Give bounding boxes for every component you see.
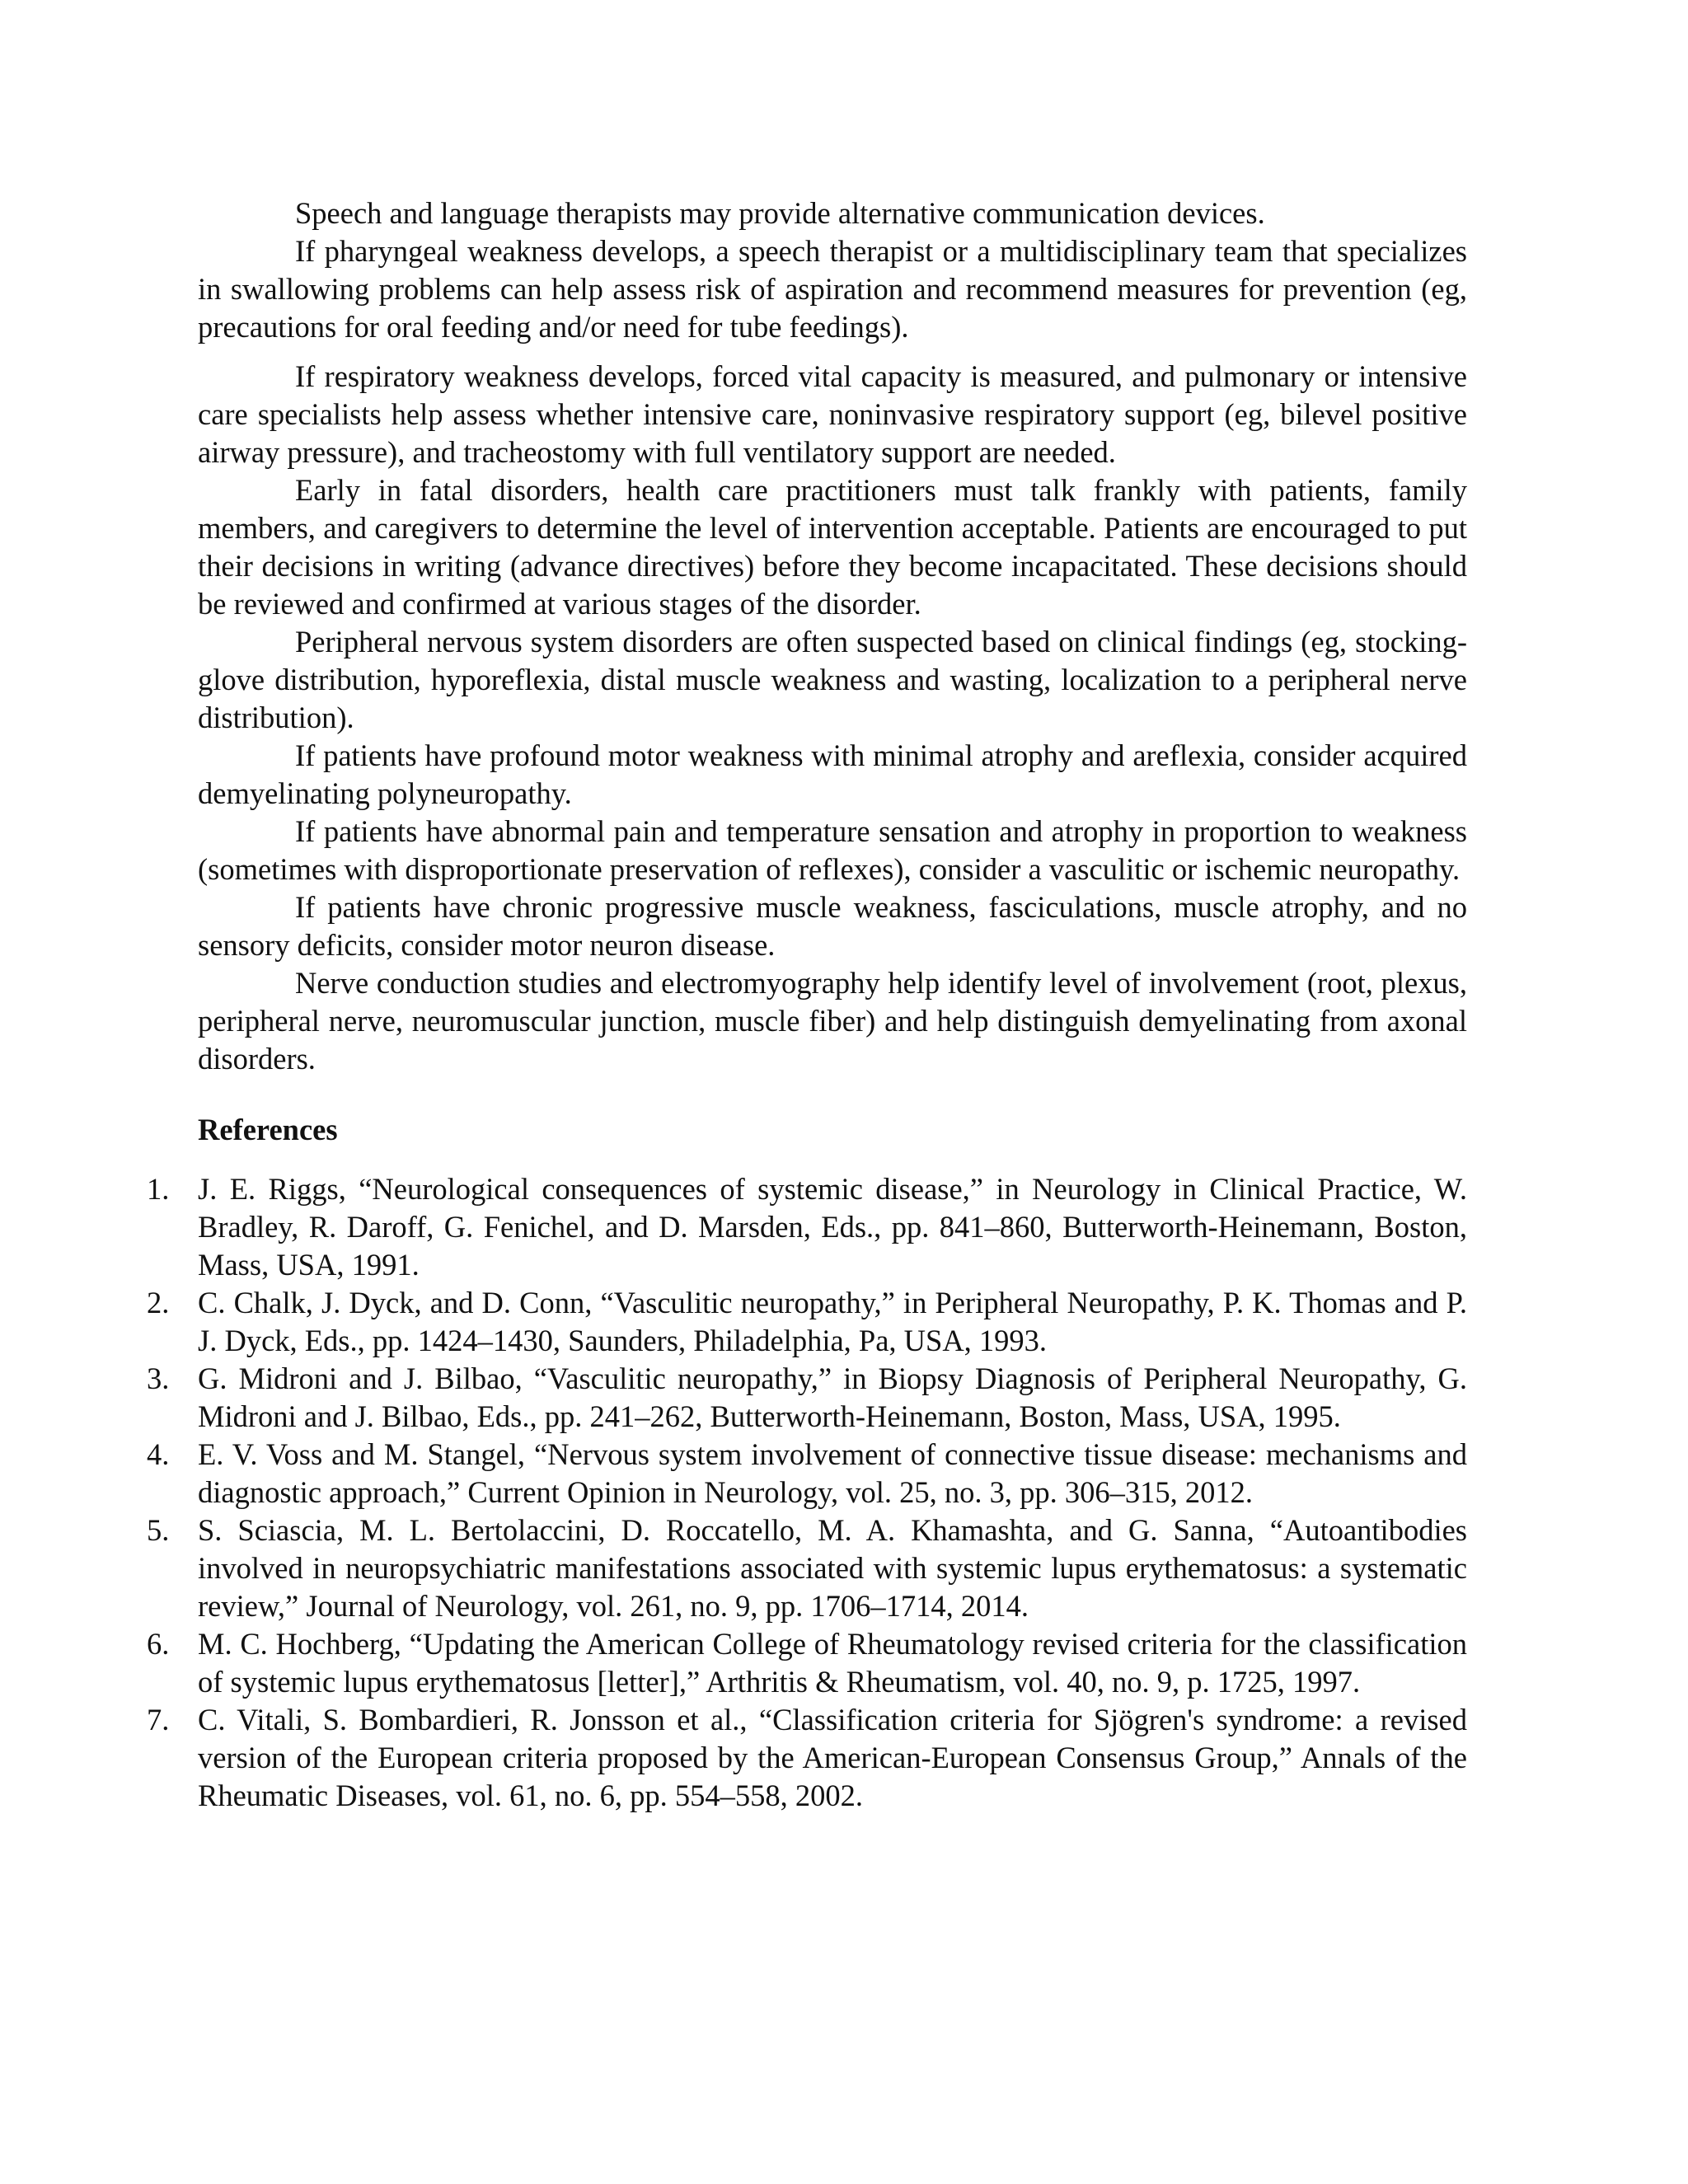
reference-item [147,1284,1467,1360]
document-page [147,194,1467,1815]
reference-number: 3. [147,1361,170,1395]
reference-text: G. Midroni and J. Bilbao, “Vasculitic neuropathy,” in Biopsy Diagnosis of Peripheral Neuropathy, G. Midroni and J. Bilbao, Eds., pp. 241–262, Butterworth-Heinemann, Boston, Mass, USA, 1995. [198,1361,1467,1433]
paragraph: If pharyngeal weakness develops, a speech therapist or a multidisciplinary team that specializes in swallowing problems can help assess risk of aspiration and recommend measures for prevention (eg, precautions for oral feeding and/or need for tube feedings). [198,234,1467,344]
reference-text: M. C. Hochberg, “Updating the American College of Rheumatology revised criteria for the classification of systemic lupus erythematosus [letter],” Arthritis & Rheumatism, vol. 40, no. 9, p. 1725, 1997. [198,1627,1467,1699]
paragraph: Speech and language therapists may provide alternative communication devices. [295,196,1265,230]
reference-list [147,1170,1467,1815]
paragraph: If patients have chronic progressive muscle weakness, fasciculations, muscle atrophy, and no sensory deficits, consider motor neuron disease. [198,890,1467,962]
paragraph: Nerve conduction studies and electromyography help identify level of involvement (root, plexus, peripheral nerve, neuromuscular junction, muscle fiber) and help distinguish demyelinating from axonal disorders. [198,966,1467,1076]
reference-item [147,1625,1467,1701]
reference-number: 1. [147,1172,170,1206]
reference-text: C. Vitali, S. Bombardieri, R. Jonsson et al., “Classification criteria for Sjögren's syndrome: a revised version of the European criteria proposed by the American-European Consensus Group,” Annals of the Rheumatic Diseases, vol. 61, no. 6, pp. 554–558, 2002. [198,1703,1467,1812]
paragraph: If patients have abnormal pain and temperature sensation and atrophy in proportion to weakness (sometimes with disproportionate preservation of reflexes), consider a vasculitic or ischemic neuropathy. [198,814,1467,886]
reference-text: E. V. Voss and M. Stangel, “Nervous system involvement of connective tissue disease: mechanisms and diagnostic approach,” Current Opinion in Neurology, vol. 25, no. 3, pp. 306–315, 2012. [198,1437,1467,1509]
reference-text: S. Sciascia, M. L. Bertolaccini, D. Roccatello, M. A. Khamashta, and G. Sanna, “Autoantibodies involved in neuropsychiatric manifestations associated with systemic lupus erythematosus: a systematic review,” Journal of Neurology, vol. 261, no. 9, pp. 1706–1714, 2014. [198,1513,1467,1623]
reference-number: 7. [147,1703,170,1736]
reference-item [147,1436,1467,1511]
paragraph: If respiratory weakness develops, forced vital capacity is measured, and pulmonary or intensive care specialists help assess whether intensive care, noninvasive respiratory support (eg, bilevel positive airway pressure), and tracheostomy with full ventilatory support are needed. [198,359,1467,469]
reference-item [147,1701,1467,1815]
paragraph: If patients have profound motor weakness with minimal atrophy and areflexia, consider acquired demyelinating polyneuropathy. [198,738,1467,810]
paragraph: Peripheral nervous system disorders are often suspected based on clinical findings (eg, stocking-glove distribution, hyporeflexia, distal muscle weakness and wasting, localization to a peripheral nerve distribution). [198,625,1467,734]
references-heading: References [198,1113,338,1146]
reference-text: C. Chalk, J. Dyck, and D. Conn, “Vasculitic neuropathy,” in Peripheral Neuropathy, P. K. Thomas and P. J. Dyck, Eds., pp. 1424–1430, Saunders, Philadelphia, Pa, USA, 1993. [198,1286,1467,1357]
reference-number: 5. [147,1513,170,1547]
reference-text: J. E. Riggs, “Neurological consequences of systemic disease,” in Neurology in Clinical Practice, W. Bradley, R. Daroff, G. Fenichel, and D. Marsden, Eds., pp. 841–860, Butterworth-Heinemann, Boston, Mass, USA, 1991. [198,1172,1467,1282]
reference-number: 6. [147,1627,170,1661]
reference-item [147,1511,1467,1625]
reference-number: 4. [147,1437,170,1471]
reference-item [147,1360,1467,1436]
reference-number: 2. [147,1286,170,1319]
reference-item [147,1170,1467,1284]
paragraph: Early in fatal disorders, health care practitioners must talk frankly with patients, family members, and caregivers to determine the level of intervention acceptable. Patients are encouraged to put their decisions in writing (advance directives) before they become incapacitated. These decisions should be reviewed and confirmed at various stages of the disorder. [198,473,1467,621]
